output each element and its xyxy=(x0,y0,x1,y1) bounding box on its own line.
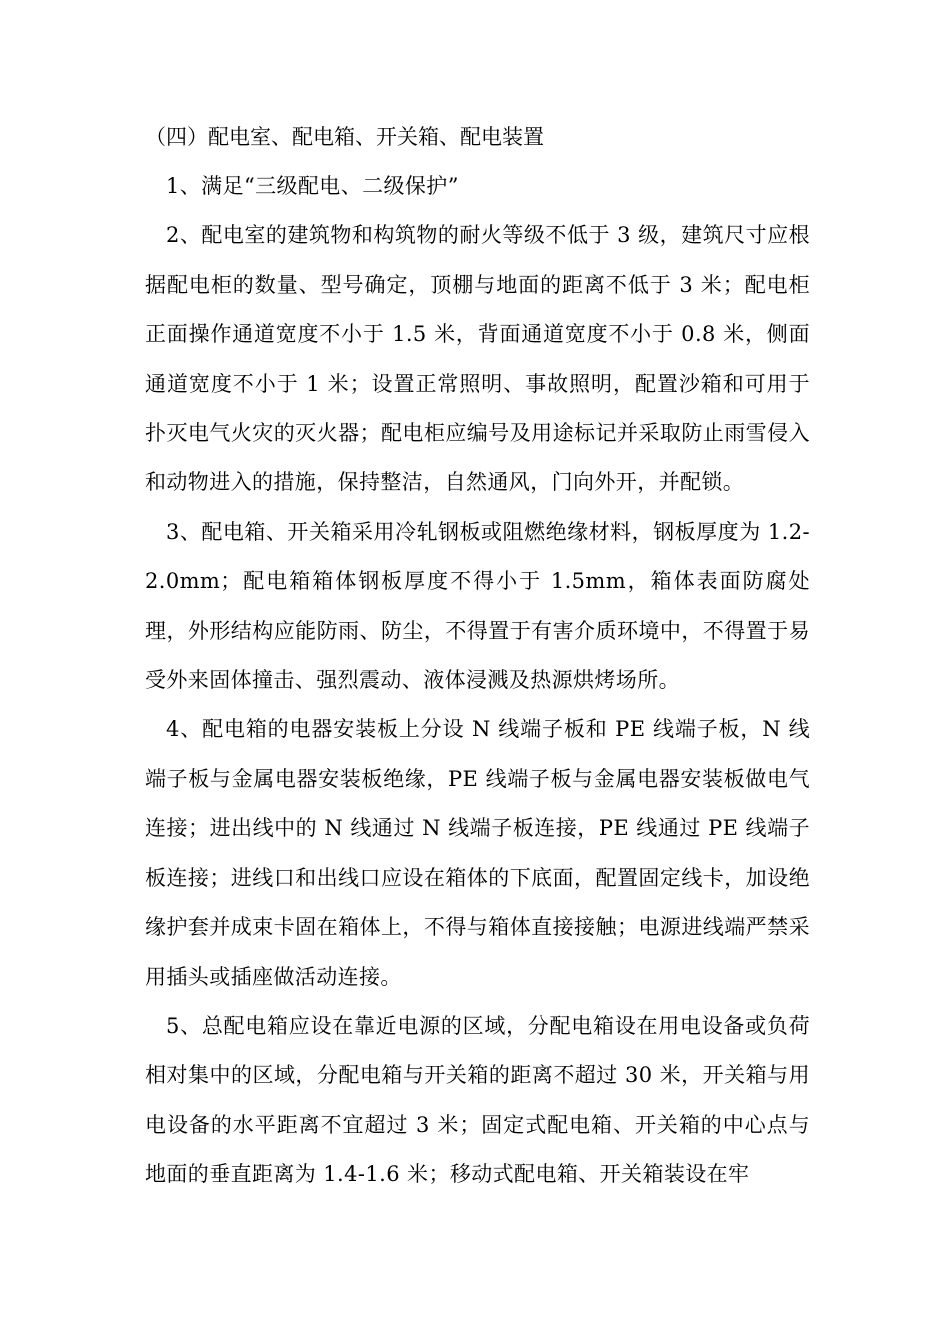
paragraph-1: 1、满足“三级配电、二级保护” xyxy=(166,174,459,198)
document-page xyxy=(145,112,810,1200)
section-heading: （四）配电室、配电箱、开关箱、配电装置 xyxy=(145,125,544,149)
paragraph-4: 4、配电箱的电器安装板上分设 N 线端子板和 PE 线端子板，N 线端子板与金属电器安装板绝缘，PE 线端子板与金属电器安装板做电气连接；进出线中的 N 线通过 N 线端子板连接，PE 线通过 PE 线端子板连接；进线口和出线口应设在箱体的下底面，配置固定线卡，加设绝缘护套并成束卡固在箱体上，不得与箱体直接接触；电源进线端严禁采用插头或插座做活动连接。 xyxy=(145,717,810,989)
paragraph-5: 5、总配电箱应设在靠近电源的区域，分配电箱设在用电设备或负荷相对集中的区域，分配电箱与开关箱的距离不超过 30 米，开关箱与用电设备的水平距离不宜超过 3 米；固定式配电箱、开关箱的中心点与地面的垂直距离为 1.4-1.6 米；移动式配电箱、开关箱装设在牢 xyxy=(145,1013,810,1187)
paragraph-2: 2、配电室的建筑物和构筑物的耐火等级不低于 3 级，建筑尺寸应根据配电柜的数量、型号确定，顶棚与地面的距离不低于 3 米；配电柜正面操作通道宽度不小于 1.5 米，背面通道宽度不小于 0.8 米，侧面通道宽度不小于 1 米；设置正常照明、事故照明，配置沙箱和可用于扑灭电气火灾的灭火器；配电柜应编号及用途标记并采取防止雨雪侵入和动物进入的措施，保持整洁，自然通风，门向外开，并配锁。 xyxy=(145,223,810,495)
paragraph-3: 3、配电箱、开关箱采用冷轧钢板或阻燃绝缘材料，钢板厚度为 1.2-2.0mm；配电箱箱体钢板厚度不得小于 1.5mm，箱体表面防腐处理，外形结构应能防雨、防尘，不得置于有害介质环境中，不得置于易受外来固体撞击、强烈震动、液体浸溅及热源烘烤场所。 xyxy=(145,519,810,693)
